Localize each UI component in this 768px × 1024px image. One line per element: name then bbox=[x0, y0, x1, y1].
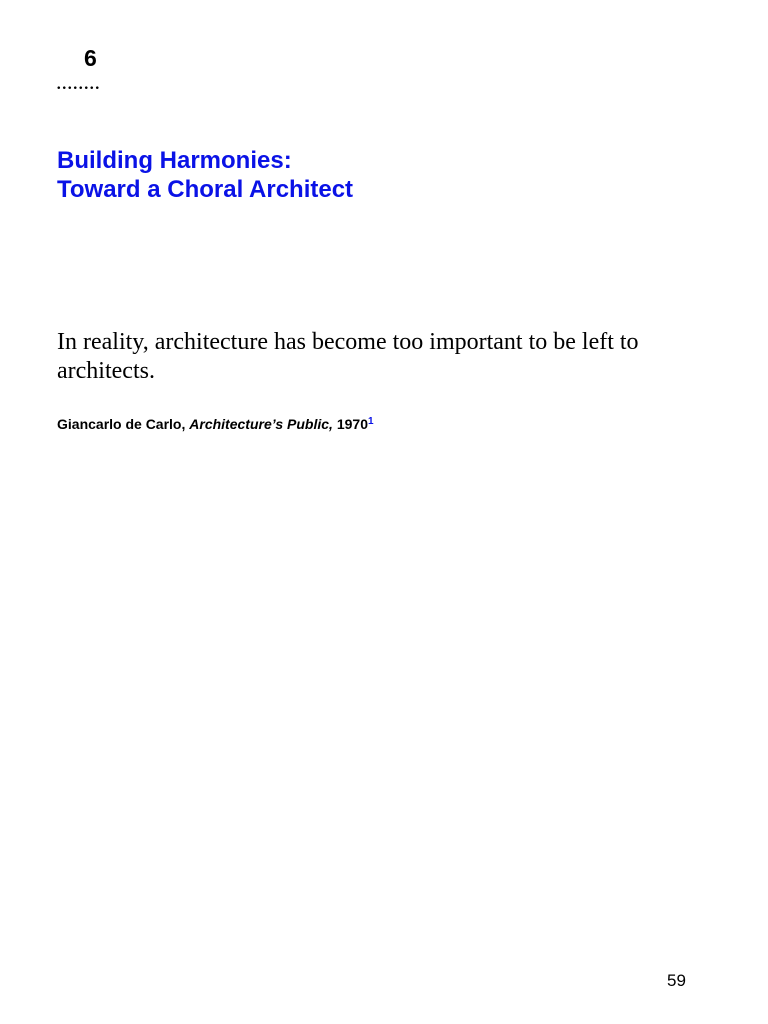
attribution-year: 1970 bbox=[332, 416, 368, 432]
chapter-title-line-1: Building Harmonies: bbox=[57, 147, 292, 174]
attribution-author: Giancarlo de Carlo, bbox=[57, 416, 190, 432]
epigraph-attribution bbox=[57, 415, 374, 433]
footnote-link[interactable]: 1 bbox=[368, 416, 374, 427]
chapter-title bbox=[57, 146, 353, 204]
chapter-dots-divider: ........ bbox=[56, 69, 100, 94]
chapter-title-line-2: Toward a Choral Architect bbox=[57, 176, 354, 203]
chapter-number: 6 bbox=[84, 45, 97, 71]
attribution-work-title: Architecture’s Public, bbox=[189, 416, 333, 432]
page-number: 59 bbox=[667, 971, 686, 990]
epigraph-quote: In reality, architecture has become too important to be left to architects. bbox=[57, 329, 639, 384]
